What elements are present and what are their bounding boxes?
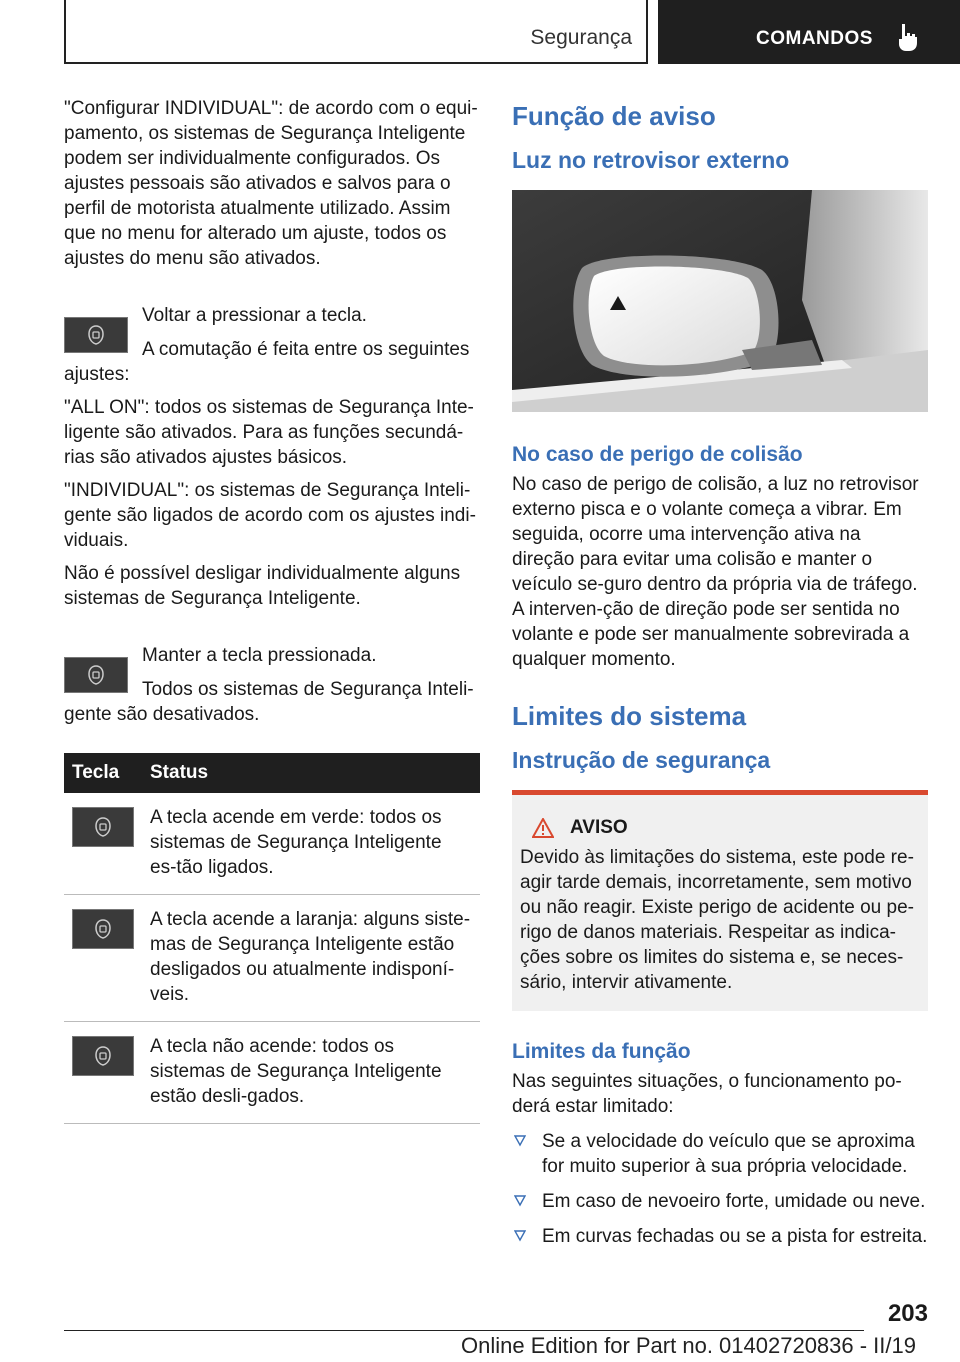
not-possible-text: Não é possível desligar individualmente alguns sistemas de Segurança Inteligente. xyxy=(64,563,461,609)
press-again-text: Voltar a pressionar a tecla. xyxy=(142,305,367,326)
hold-key-block xyxy=(64,643,480,681)
heading-mirror-light: Luz no retrovisor externo xyxy=(512,147,790,173)
table-row xyxy=(64,793,480,895)
collision-text: No caso de perigo de colisão, a luz no retrovisor externo pisca e o volante começa a vibrar. Em seguida, ocorre uma intervenção ativa na direção para evitar uma colisão e manter o veículo se-guro dentro da própria via de tráfego. A interven-ção de direção pode ser sentida no volante e pode ser manualmente sobrevirada a qualquer momento. xyxy=(512,474,919,670)
heading-function-limits: Limites da função xyxy=(512,1040,691,1063)
side-mirror-image xyxy=(512,190,928,412)
list-item: Se a velocidade do veículo que se aproxima for muito superior à sua própria velocidade. xyxy=(512,1129,928,1179)
safety-shield-icon xyxy=(88,665,104,685)
warning-text: Devido às limitações do sistema, este pode re-agir tarde demais, incorretamente, sem motivo ou não reagir. Existe perigo de acidente ou pe-rigo de danos materiais. Respeitar as indica-ções sobre os limites do sistema e, se neces-sário, intervir ativamente. xyxy=(520,847,914,993)
list-item: Em curvas fechadas ou se a pista for estreita. xyxy=(512,1224,928,1249)
section-title: Segurança xyxy=(530,26,632,49)
safety-button-image xyxy=(72,909,134,949)
mirror-illustration xyxy=(512,190,928,412)
limits-intro: Nas seguintes situações, o funcionamento po-derá estar limitado: xyxy=(512,1071,902,1117)
table-row xyxy=(64,1022,480,1124)
safety-button-image xyxy=(64,657,128,693)
limits-list xyxy=(512,1129,928,1249)
chapter-tab xyxy=(658,0,960,64)
heading-collision: No caso de perigo de colisão xyxy=(512,443,803,466)
left-column xyxy=(64,96,480,1124)
chapter-title: COMANDOS xyxy=(756,28,873,49)
all-off-text: Todos os sistemas de Segurança Inteli-gente são desativados. xyxy=(64,679,474,725)
switch-text: A comutação é feita entre os seguintes ajustes: xyxy=(64,339,470,385)
status-cell: A tecla acende em verde: todos os sistemas de Segurança Inteligente es-tão ligados. xyxy=(142,793,480,895)
heading-safety: Instrução de segurança xyxy=(512,747,771,773)
table-row xyxy=(64,895,480,1022)
safety-shield-icon xyxy=(95,817,111,837)
status-table xyxy=(64,753,480,1124)
individual-text: "INDIVIDUAL": os sistemas de Segurança Inteli-gente são ligados de acordo com os ajustes indi-viduais. xyxy=(64,480,476,551)
footer-edition: Online Edition for Part no. 01402720836 - II/19 xyxy=(461,1333,916,1358)
warning-box xyxy=(512,790,928,1011)
pointing-hand-icon xyxy=(896,22,920,52)
press-again-block xyxy=(64,303,480,341)
section-tab xyxy=(64,0,648,64)
safety-shield-icon xyxy=(95,919,111,939)
safety-button-image xyxy=(72,1036,134,1076)
bullet-triangle-icon xyxy=(514,1135,526,1147)
status-cell: A tecla acende a laranja: alguns siste-mas de Segurança Inteligente estão desligados ou atualmente indisponí-veis. xyxy=(142,895,480,1022)
status-cell: A tecla não acende: todos os sistemas de Segurança Inteligente estão desli-gados. xyxy=(142,1022,480,1124)
footer-divider xyxy=(64,1330,864,1331)
safety-shield-icon xyxy=(95,1046,111,1066)
table-header-status: Status xyxy=(142,753,480,793)
bullet-triangle-icon xyxy=(514,1230,526,1242)
warning-triangle-icon xyxy=(532,818,554,838)
safety-button-image xyxy=(72,807,134,847)
table-header-key: Tecla xyxy=(64,753,142,793)
page-number: 203 xyxy=(887,1300,928,1327)
heading-limits: Limites do sistema xyxy=(512,701,747,731)
right-column xyxy=(512,100,928,1259)
warning-title: AVISO xyxy=(570,817,628,838)
all-on-text: "ALL ON": todos os sistemas de Segurança Inte-ligente são ativados. Para as funções secundá-rias são ativados ajustes básicos. xyxy=(64,397,474,468)
bullet-triangle-icon xyxy=(514,1195,526,1207)
heading-warning-function: Função de aviso xyxy=(512,101,716,131)
list-item: Em caso de nevoeiro forte, umidade ou neve. xyxy=(512,1189,928,1214)
page-header xyxy=(0,0,960,66)
intro-paragraph: "Configurar INDIVIDUAL": de acordo com o equi-pamento, os sistemas de Segurança Inteligente podem ser individualmente configurados. Os ajustes pessoais são ativados e salvos para o perfil de motorista atualmente utilizado. Assim que no menu for alterado um ajuste, todos os ajustes do menu são ativados. xyxy=(64,98,478,269)
hold-key-text: Manter a tecla pressionada. xyxy=(142,645,377,666)
